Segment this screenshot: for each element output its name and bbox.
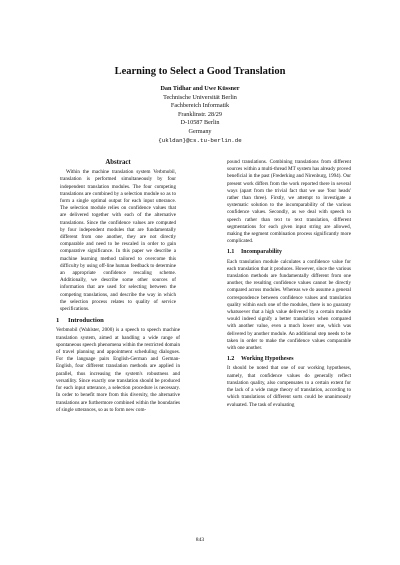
- subsection-title: Working Hypotheses: [241, 356, 294, 363]
- section-heading-introduction: [56, 317, 180, 324]
- affiliation-line: Germany: [188, 127, 212, 135]
- paper-title: Learning to Select a Good Translation: [114, 66, 286, 77]
- author-block: [0, 85, 400, 145]
- subsection-title: Incomparability: [241, 249, 282, 256]
- subsection-number: 1.1: [227, 249, 235, 256]
- section-number: 1: [56, 317, 60, 325]
- abstract-text: Within the machine translation system Verbmobil, translation is performed simultaneously by four independent translation modules. The four competing translations are combined by a selection module so as to form a single optimal output for each input utterance. The selection module relies on confidence values that are delivered together with each of the alternative translations. Since the confidence values are computed by four independent modules that are fundamentally different from one another, they are not directly comparable and need to be rescaled in order to gain comparative significance. In this paper we describe a machine learning method tailored to overcome this difficulty by using off-line human feedback to determine an appropriate confidence rescaling scheme. Additionally, we describe some other sources of information that are used for selecting between the competing translations, and describe the way in which the selection process relates to quality of service specifications.: [60, 169, 176, 313]
- subsection-number: 1.2: [227, 356, 235, 363]
- affiliation-line: Technische Universität Berlin: [163, 93, 237, 101]
- abstract-heading: Abstract: [105, 159, 131, 166]
- affiliation-line: Franklinstr. 28/29: [177, 110, 222, 118]
- author-names: Dan Tidhar and Uwe Küssner: [160, 85, 240, 92]
- introduction-text: Verbmobil (Wahlster, 2000) is a speech to speech machine translation system, aimed at handling a wide range of spontaneous speech phenomena within the restricted domain of travel planning and appointment scheduling dialogues. For the language pairs English-German and German-English, four different translation methods are applied in parallel, thus increasing the system's robustness and versatility. Since exactly one translation should be produced for each input utterance, a selection procedure is necessary. In order to benefit more from this diversity, the alternative translations are furthermore combined within the boundaries of single utterances, so as to form new com-: [56, 327, 180, 413]
- author-email: {ukldan}@cs.tu-berlin.de: [158, 136, 242, 144]
- subsection-heading-incomparability: [227, 249, 351, 256]
- subsection-heading-working-hypotheses: [227, 356, 351, 363]
- introduction-continued-text: pound translations. Combining translations from different sources within a multi-thread MT system has already proved beneficial in the past (Frederking and Nirenburg, 1994). Our present work differs from the work reported there in several ways (apart from the trivial fact that we use 'four heads' rather than three). Firstly, we attempt to investigate a systematic solution to the incomparability of the various confidence values. Secondly, as we deal with speech to speech rather than text to text translation, different segmentations for each given input string are allowed, making the segment combination process significantly more complicated.: [227, 159, 351, 245]
- right-column: [227, 159, 351, 409]
- affiliation-line: Fachbereich Informatik: [170, 102, 230, 110]
- left-column: [56, 159, 180, 414]
- incomparability-text: Each translation module calculates a confidence value for each translation that it produces. However, since the various translation methods are fundamentally different from one another, the resulting confidence values cannot be directly compared across modules. Whereas we do assume a general correspondence between confidence values and translation quality within each one of the modules, there is no guaranty whatsoever that a high value delivered by a certain module would indeed signify a better translation when compared with another value, even a much lower one, which was delivered by another module. An additional step needs to be taken in order to make the confidence values comparable with one another.: [227, 258, 351, 352]
- page-number: 843: [195, 537, 205, 543]
- section-title: Introduction: [68, 317, 104, 325]
- affiliation-line: D-10587 Berlin: [180, 119, 220, 127]
- working-hypotheses-text: It should be noted that one of our working hypotheses, namely, that confidence values do generally reflect translation quality, also compensates to a certain extent for the lack of a wide range theory of translation, according to which translations of different sorts could be unanimously evaluated. The task of evaluating: [227, 365, 351, 408]
